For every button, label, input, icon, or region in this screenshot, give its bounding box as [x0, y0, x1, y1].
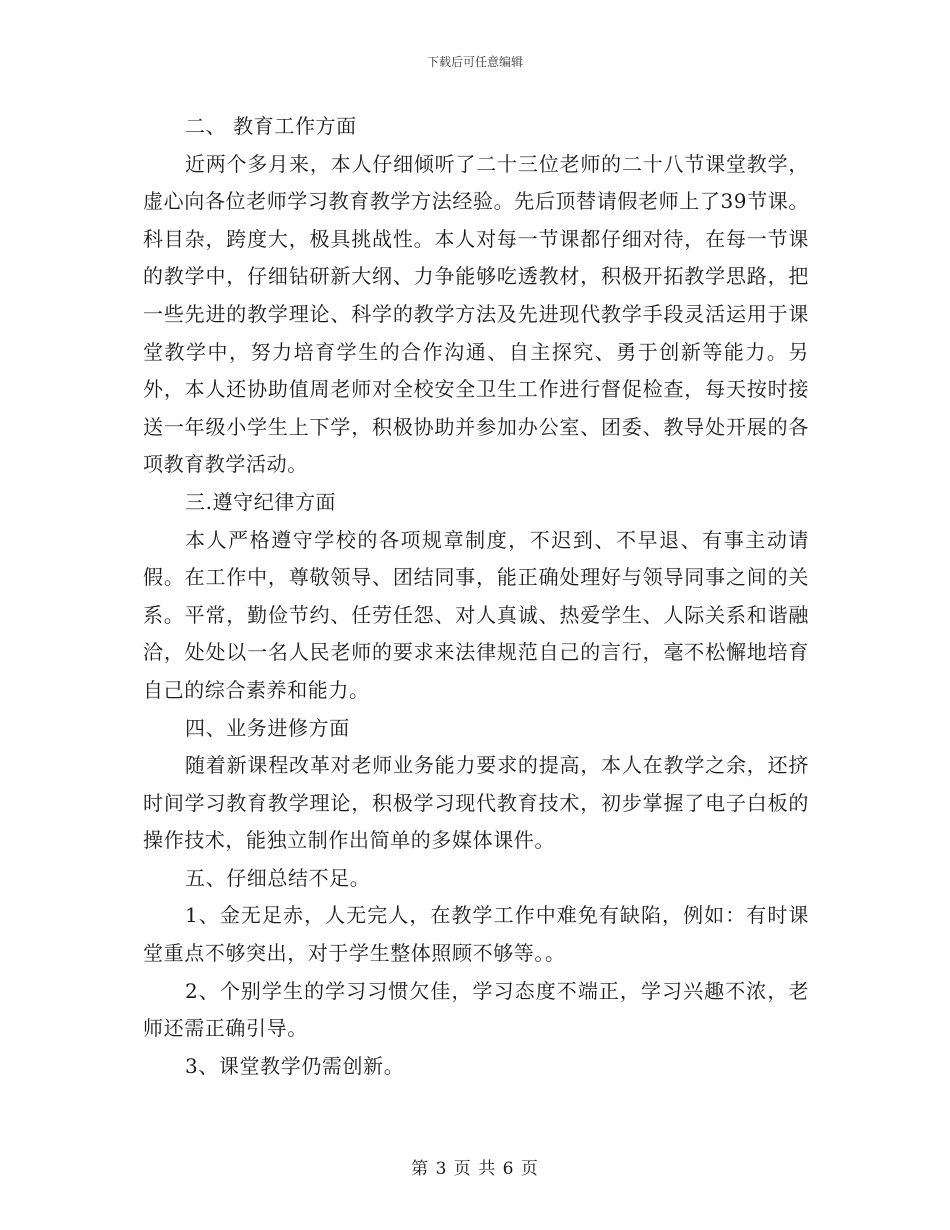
list-item-shortcoming-3: 3、课堂教学仍需创新。	[185, 1053, 405, 1078]
document-body	[143, 108, 809, 1085]
section-heading-education: 二、 教育工作方面	[185, 114, 357, 138]
list-item-shortcoming-2: 2、个别学生的学习习惯欠佳，学习态度不端正，学习兴趣不浓，老师还需正确引导。	[143, 978, 809, 1041]
section-heading-study: 四、业务进修方面	[185, 715, 350, 740]
page-footer: 第 3 页 共 6 页	[411, 1159, 539, 1179]
paragraph-discipline: 本人严格遵守学校的各项规章制度，不迟到、不早退、有事主动请假。在工作中，尊敬领导、团结同事，能正确处理好与领导同事之间的关系。平常，勤俭节约、任劳任怨、对人真诚、热爱学生、人际关系和谐融洽，处处以一名人民老师的要求来法律规范自己的言行，毫不松懈地培育自己的综合素养和能力。	[143, 527, 809, 702]
paragraph-study: 随着新课程改革对老师业务能力要求的提高，本人在教学之余，还挤时间学习教育教学理论，积极学习现代教育技术，初步掌握了电子白板的操作技术，能独立制作出简单的多媒体课件。	[143, 753, 809, 853]
paragraph-education: 近两个多月来，本人仔细倾听了二十三位老师的二十八节课堂教学，虚心向各位老师学习教育教学方法经验。先后顶替请假老师上了39节课。科目杂，跨度大，极具挑战性。本人对每一节课都仔细对待，在每一节课的教学中，仔细钻研新大纲、力争能够吃透教材，积极开拓教学思路，把一些先进的教学理论、科学的教学方法及先进现代教学手段灵活运用于课堂教学中，努力培育学生的合作沟通、自主探究、勇于创新等能力。另外，本人还协助值周老师对全校安全卫生工作进行督促检查，每天按时接送一年级小学生上下学，积极协助并参加办公室、团委、教导处开展的各项教育教学活动。	[143, 151, 809, 477]
section-heading-shortcomings: 五、仔细总结不足。	[185, 865, 371, 890]
section-heading-discipline: 三.遵守纪律方面	[185, 489, 337, 514]
page-header: 下载后可任意编辑	[426, 55, 523, 69]
list-item-shortcoming-1: 1、金无足赤，人无完人，在教学工作中难免有缺陷，例如：有时课堂重点不够突出，对于学生整体照顾不够等。。	[143, 903, 809, 966]
